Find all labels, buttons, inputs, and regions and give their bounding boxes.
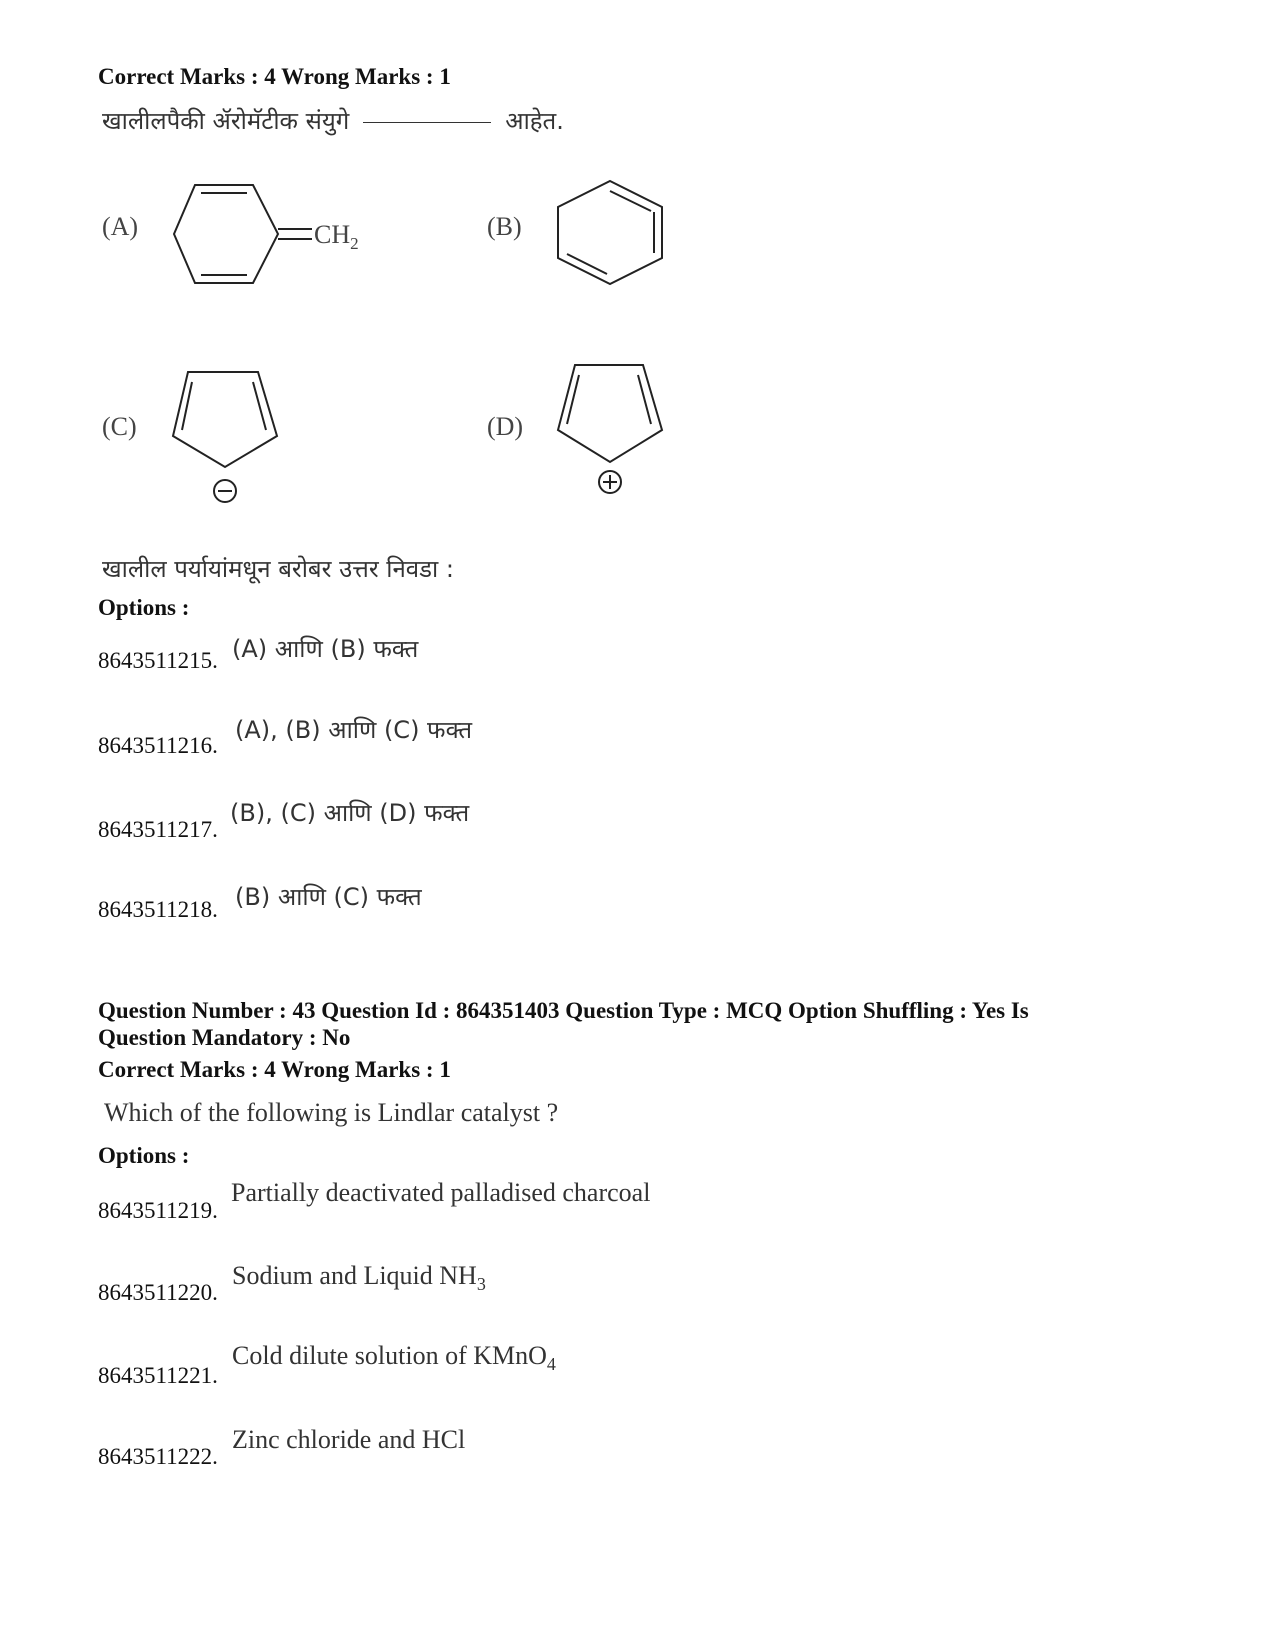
option-text[interactable]: Sodium and Liquid $NH_3$ <box>232 1261 486 1295</box>
answer-blank <box>363 122 491 123</box>
option-text[interactable]: Cold dilute solution of KMnO$_4$ <box>232 1341 556 1375</box>
option-text[interactable]: (B) आणि (C) फक्त <box>235 883 422 911</box>
cyclopentadienyl-cation-structure-icon <box>555 360 667 500</box>
option-text[interactable]: (A), (B) आणि (C) फक्त <box>235 716 473 744</box>
option-number: 8643511218. <box>98 897 218 922</box>
question-text: Which of the following is Lindlar catalyst ? <box>104 1098 559 1127</box>
question-header-line2: Question Mandatory : No <box>98 1025 351 1050</box>
option-number: 8643511221. <box>98 1363 218 1388</box>
ch2-group-label: $CH_2$ <box>314 220 359 254</box>
question-prefix: खालीलपैकी ॲरोमॅटीक संयुगे <box>102 107 350 135</box>
options-label: Options : <box>98 1143 190 1168</box>
marks-line: Correct Marks : 4 Wrong Marks : 1 <box>98 64 451 89</box>
option-number: 8643511220. <box>98 1280 218 1305</box>
instruction-text: खालील पर्यायांमधून बरोबर उत्तर निवडा : <box>102 555 454 583</box>
option-number: 8643511217. <box>98 817 218 842</box>
question-text <box>102 104 564 137</box>
marks-line: Correct Marks : 4 Wrong Marks : 1 <box>98 1057 451 1082</box>
option-text[interactable]: Zinc chloride and HCl <box>232 1425 466 1454</box>
structure-label-b: (B) <box>487 212 522 241</box>
question-suffix: आहेत. <box>505 107 564 135</box>
question-header-line1: Question Number : 43 Question Id : 864351403 Question Type : MCQ Option Shuffling : Yes Is <box>98 998 1029 1023</box>
option-number: 8643511222. <box>98 1444 218 1469</box>
option-text[interactable]: (B), (C) आणि (D) फक्त <box>230 799 470 827</box>
option-number: 8643511219. <box>98 1198 218 1223</box>
structure-label-d: (D) <box>487 412 524 441</box>
structure-label-c: (C) <box>102 412 137 441</box>
option-number: 8643511216. <box>98 733 218 758</box>
option-number: 8643511215. <box>98 648 218 673</box>
option-text[interactable]: Partially deactivated palladised charcoal <box>231 1178 651 1207</box>
option-text[interactable]: (A) आणि (B) फक्त <box>232 635 419 663</box>
structure-label-a: (A) <box>102 212 139 241</box>
options-label: Options : <box>98 595 190 620</box>
cyclopentadienyl-anion-structure-icon <box>170 366 282 506</box>
benzene-structure-icon <box>555 178 667 290</box>
